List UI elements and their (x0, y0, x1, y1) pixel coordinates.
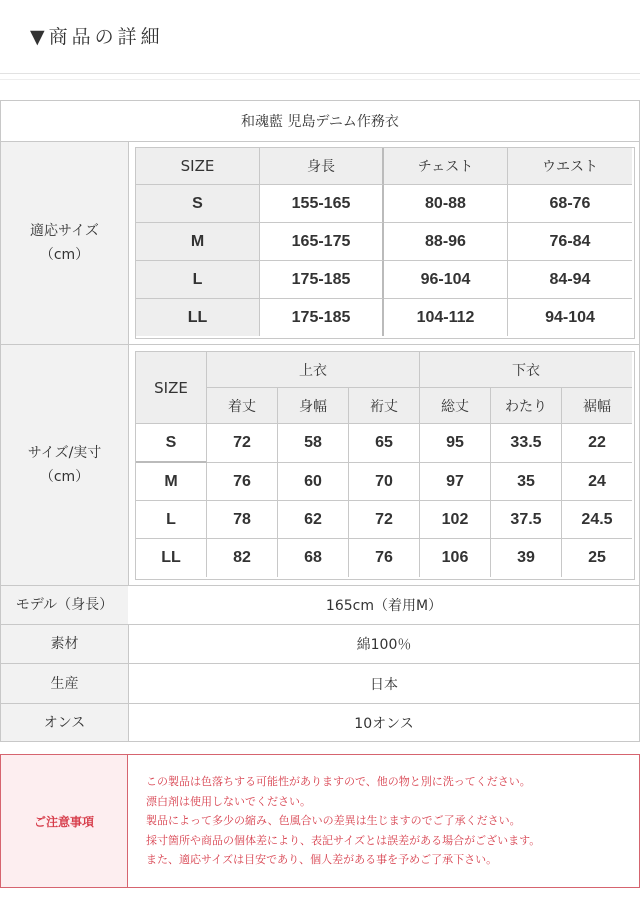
actual-cell: 102 (420, 501, 491, 539)
header-divider (0, 73, 640, 74)
actual-cell: 24 (562, 463, 632, 501)
actual-size-label (1, 345, 128, 585)
fit-size-label-line2: （cm） (39, 247, 90, 263)
actual-cell: 35 (491, 463, 562, 501)
notes-label-cell (1, 755, 128, 887)
column-divider (128, 142, 129, 586)
actual-header-sleeve: 裄丈 (349, 388, 420, 424)
notes-body (146, 772, 626, 870)
actual-size-table (135, 351, 635, 580)
fit-header-size: SIZE (136, 148, 260, 185)
fit-cell: 165-175 (260, 223, 384, 261)
actual-header-width: 身幅 (278, 388, 349, 424)
actual-cell: 68 (278, 539, 349, 577)
actual-cell: 70 (349, 463, 420, 501)
fit-cell: 80-88 (384, 185, 508, 223)
fit-cell: 84-94 (508, 261, 632, 299)
weight-value: 10オンス (354, 715, 414, 732)
notes-label: ご注意事項 (33, 814, 94, 829)
actual-row-size: LL (136, 539, 207, 577)
fit-cell: 175-185 (260, 299, 384, 336)
actual-cell: 82 (207, 539, 278, 577)
fit-cell: 88-96 (384, 223, 508, 261)
fit-row-size: LL (136, 299, 260, 336)
fit-row-size: S (136, 185, 260, 223)
notes-line: この製品は色落ちする可能性がありますので、他の物と別に洗ってください。 (146, 775, 531, 788)
actual-size-label-line2: （cm） (39, 469, 90, 485)
fit-header-waist: ウエスト (508, 148, 632, 185)
actual-cell: 78 (207, 501, 278, 539)
origin-label: 生産 (1, 664, 128, 703)
material-value: 綿100％ (356, 637, 412, 653)
actual-header-hem: 裾幅 (562, 388, 632, 424)
fit-header-height: 身長 (260, 148, 384, 185)
actual-size-label-line1: サイズ/実寸 (27, 445, 102, 461)
fit-size-label-line1: 適応サイズ (30, 223, 99, 239)
fit-size-table (135, 147, 635, 339)
notes-line: 漂白剤は使用しないでください。 (146, 794, 311, 808)
fit-cell: 76-84 (508, 223, 632, 261)
origin-value: 日本 (370, 676, 398, 693)
actual-header-length: 着丈 (207, 388, 278, 424)
actual-cell: 60 (278, 463, 349, 501)
actual-header-total-length: 総丈 (420, 388, 491, 424)
notes-line: 採寸箇所や商品の個体差により、表記サイズとは誤差がある場合がございます。 (146, 833, 541, 847)
actual-header-size: SIZE (136, 352, 207, 424)
actual-cell: 65 (349, 424, 420, 463)
actual-cell: 62 (278, 501, 349, 539)
fit-cell: 155-165 (260, 185, 384, 223)
notes-line: 製品によって多少の縮み、色風合いの差異は生じますのでご了承ください。 (146, 814, 521, 827)
actual-row-size: S (136, 424, 207, 463)
actual-cell: 76 (207, 463, 278, 501)
fit-row-size: M (136, 223, 260, 261)
section-header (0, 0, 640, 74)
notes-line: また、適応サイズは目安であり、個人差がある事を予めご了承下さい。 (146, 853, 498, 866)
fit-cell: 96-104 (384, 261, 508, 299)
actual-row-size: M (136, 463, 207, 501)
actual-cell: 33.5 (491, 424, 562, 463)
fit-row-size: L (136, 261, 260, 299)
actual-cell: 24.5 (562, 501, 632, 539)
product-name: 和魂藍 児島デニム作務衣 (241, 114, 399, 130)
actual-header-thigh: わたり (491, 388, 562, 424)
model-label: モデル（身長） (1, 586, 128, 624)
actual-cell: 25 (588, 549, 606, 566)
actual-cell: 72 (207, 424, 278, 463)
fit-cell: 94-104 (545, 308, 595, 326)
material-label: 素材 (1, 625, 128, 663)
fit-cell: 175-185 (260, 261, 384, 299)
fit-size-label (1, 142, 128, 344)
header-divider-secondary (0, 79, 640, 80)
actual-cell: 106 (420, 539, 491, 577)
fit-cell: 68-76 (508, 185, 632, 223)
actual-cell: 22 (562, 424, 632, 463)
actual-row-size: L (136, 501, 207, 539)
actual-cell: 97 (420, 463, 491, 501)
actual-cell: 37.5 (491, 501, 562, 539)
actual-header-top: 上衣 (207, 352, 420, 388)
weight-label: オンス (1, 704, 128, 741)
model-value: 165cm（着用M） (325, 598, 443, 614)
actual-cell: 39 (491, 539, 562, 577)
actual-cell: 95 (420, 424, 491, 463)
actual-header-bottom: 下衣 (420, 352, 632, 388)
actual-cell: 72 (349, 501, 420, 539)
section-title: ▼商品の詳細 (30, 26, 164, 48)
actual-cell: 76 (349, 539, 420, 577)
fit-header-chest: チェスト (384, 148, 508, 185)
fit-cell: 104-112 (384, 299, 508, 336)
actual-cell: 58 (278, 424, 349, 463)
